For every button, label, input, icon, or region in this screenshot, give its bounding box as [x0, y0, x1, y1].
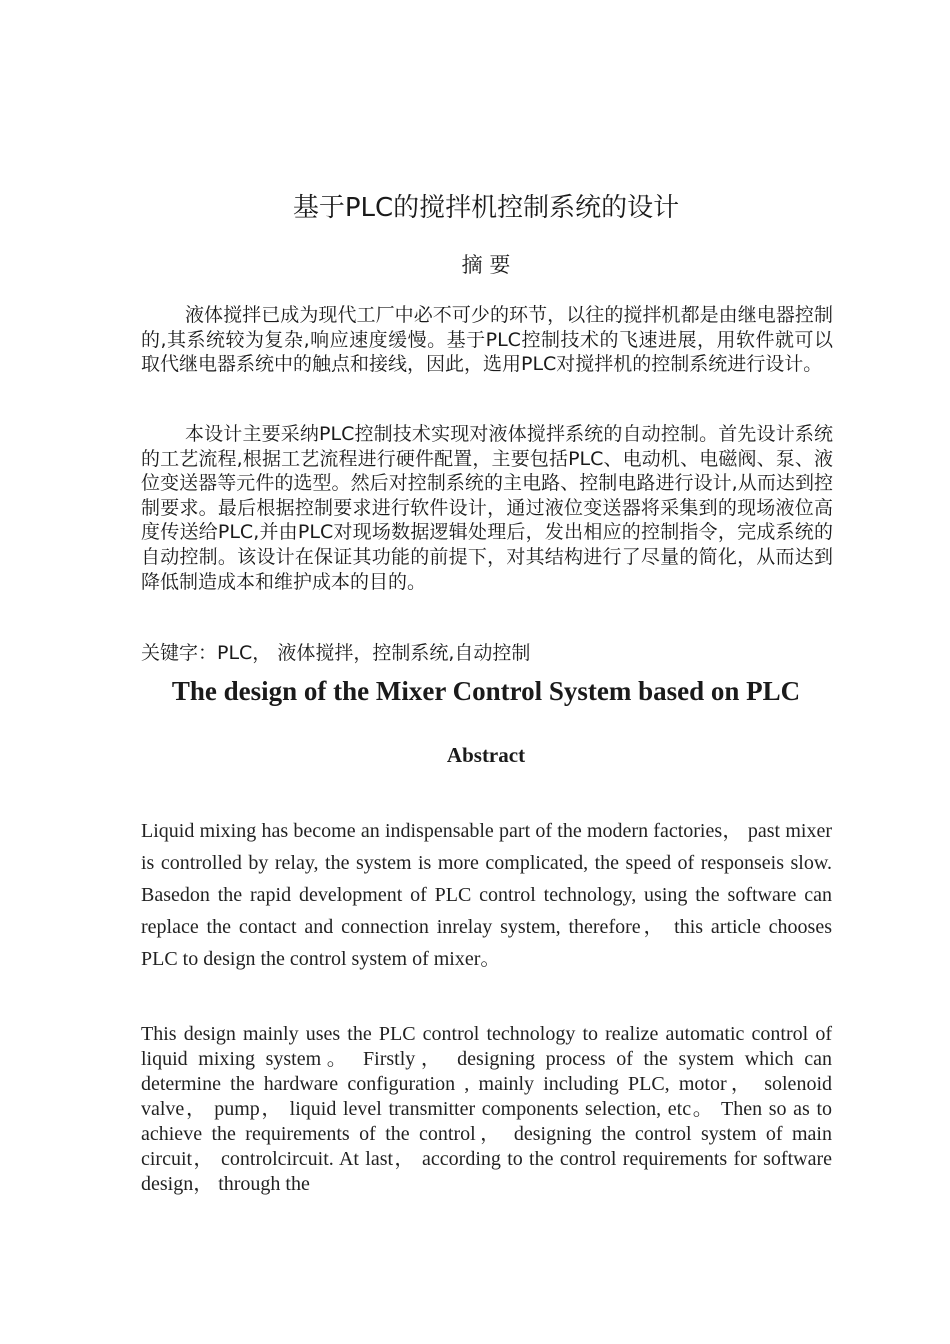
chinese-abstract-heading: 摘 要 [461, 253, 511, 277]
english-abstract-paragraph-2: This design mainly uses the PLC control technology to realize automatic control of liquid mixing system。 Firstly， designing process of the system which can determine the hardware configuration , mainly including PLC, motor， solenoid valve， pump， liquid level transmitter components selection, etc。 Then so as to achieve the requirements of the control， designing the control system of main circuit， controlcircuit. At last， according to the control requirements for software design， through the [141, 1023, 832, 1195]
chinese-title: 基于PLC的搅拌机控制系统的设计 [292, 193, 680, 223]
english-title: The design of the Mixer Control System based on PLC [171, 676, 801, 706]
english-abstract-paragraph-1: Liquid mixing has become an indispensable part of the modern factories， past mixer is controlled by relay, the system is more complicated, the speed of responseis slow. Basedon the rapid development of PLC control technology, using the software can replace the contact and connection inrelay system, therefore， this article chooses PLC to design the control system of mixer。 [141, 820, 832, 970]
english-abstract-heading: Abstract [446, 743, 526, 767]
chinese-abstract-paragraph-1: 液体搅拌已成为现代工厂中必不可少的环节，以往的搅拌机都是由继电器控制的,其系统较为复杂,响应速度缓慢。基于PLC控制技术的飞速进展，用软件就可以取代继电器系统中的触点和接线，因此，选用PLC对搅拌机的控制系统进行设计。 [141, 304, 833, 376]
chinese-keywords: 关键字：PLC， 液体搅拌，控制系统,自动控制 [141, 642, 531, 664]
chinese-abstract-paragraph-2: 本设计主要采纳PLC控制技术实现对液体搅拌系统的自动控制。首先设计系统的工艺流程,根据工艺流程进行硬件配置，主要包括PLC、电动机、电磁阀、泵、液位变送器等元件的选型。然后对控制系统的主电路、控制电路进行设计,从而达到控制要求。最后根据控制要求进行软件设计，通过液位变送器将采集到的现场液位高度传送给PLC,并由PLC对现场数据逻辑处理后，发出相应的控制指令，完成系统的自动控制。该设计在保证其功能的前提下，对其结构进行了尽量的简化，从而达到降低制造成本和维护成本的目的。 [141, 423, 833, 593]
